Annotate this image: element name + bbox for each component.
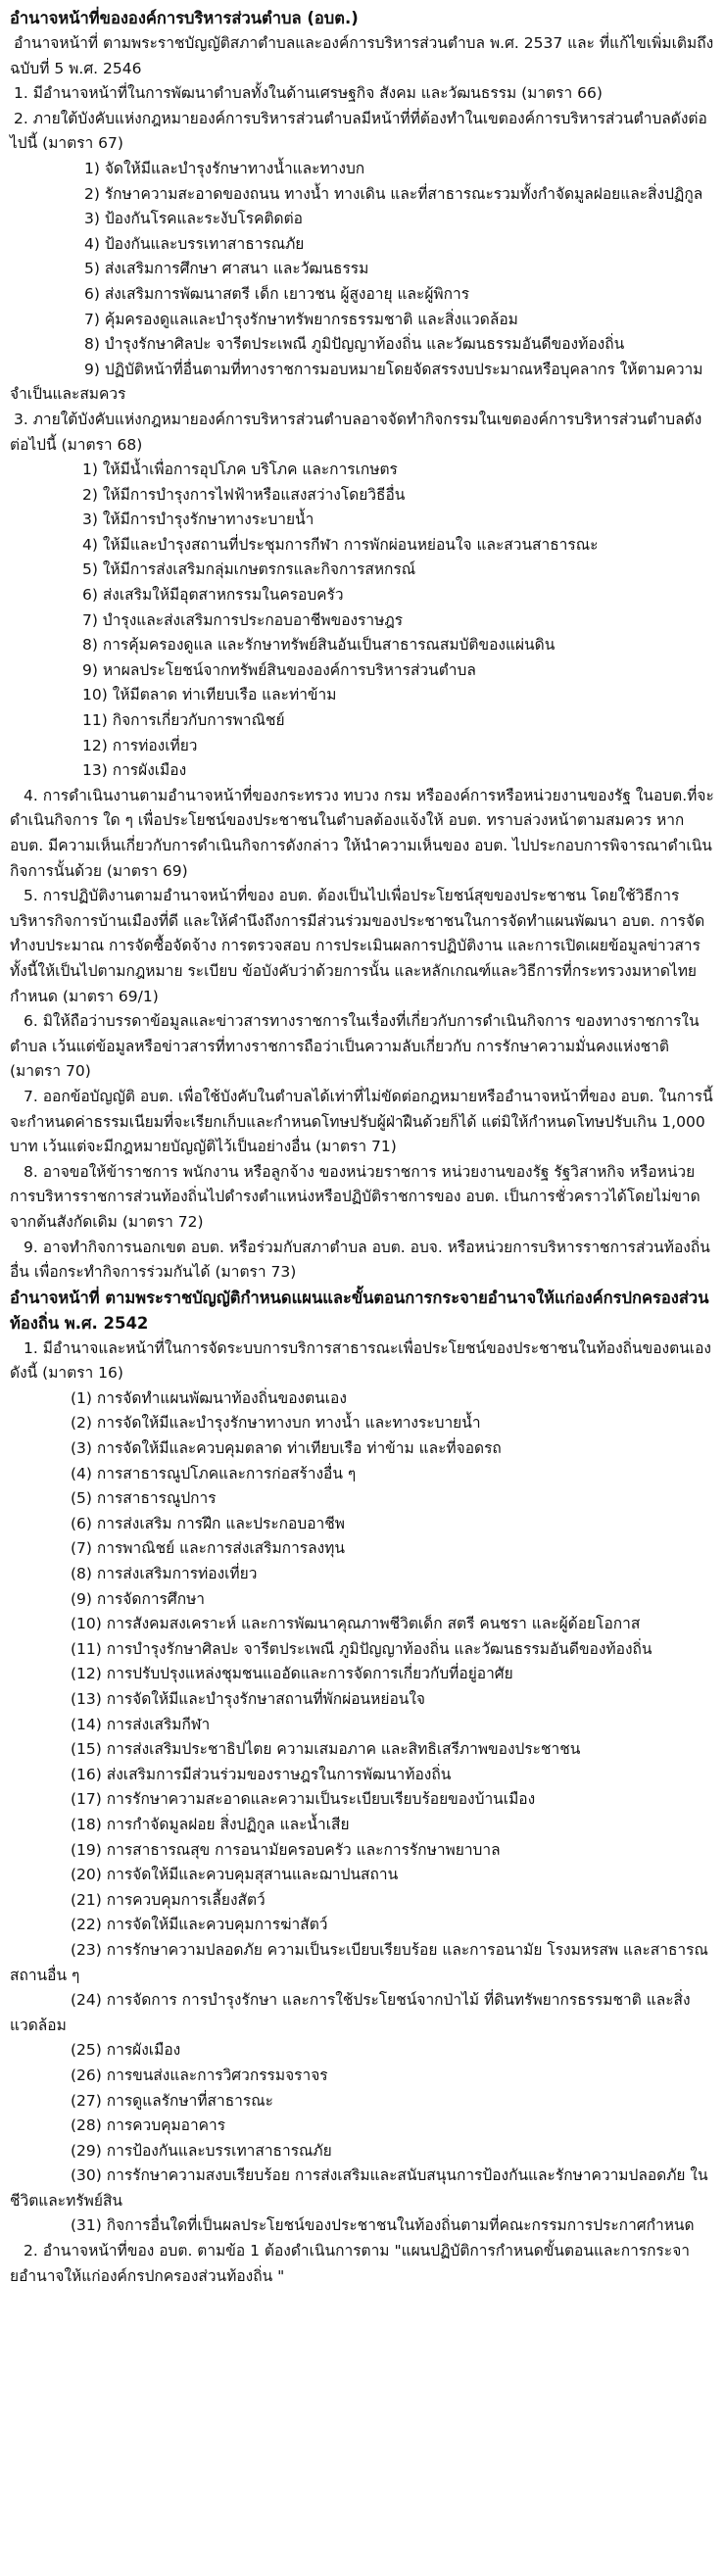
section2-item-1: 1. มีอำนาจและหน้าที่ในการจัดระบบการบริการสาธารณะเพื่อประโยชน์ของประชาชนในท้องถิ่นของตนเองดังนี้ (มาตรา 16) <box>10 1338 711 1383</box>
list-item: (3) การจัดให้มีและควบคุมตลาด ท่าเทียบเรือ ท่าข้าม และที่จอดรถ <box>71 1439 502 1458</box>
list-item: 9) หาผลประโยชน์จากทรัพย์สินขององค์การบริหารส่วนตำบล <box>82 660 476 679</box>
article67-item-9: 9) ปฏิบัติหน้าที่อื่นตามที่ทางราชการมอบหมายโดยจัดสรรงบประมาณหรือบุคลากร ให้ตามความจำเป็นและสมควร <box>10 360 703 404</box>
list-item: 11) กิจการเกี่ยวกับการพาณิชย์ <box>82 711 285 730</box>
list-item: 5) ให้มีการส่งเสริมกลุ่มเกษตรกรและกิจการสหกรณ์ <box>82 560 416 579</box>
article16-item-30: (30) การรักษาความสงบเรียบร้อย การส่งเสริมและสนับสนุนการป้องกันและรักษาความปลอดภัย ในชีวิตและทรัพย์สิน <box>10 2166 708 2210</box>
list-item: (22) การจัดให้มีและควบคุมการฆ่าสัตว์ <box>71 1916 328 1934</box>
list-item: (20) การจัดให้มีและควบคุมสุสานและฌาปนสถาน <box>71 1866 399 1884</box>
section1-item-7: 7. ออกข้อบัญญัติ อบต. เพื่อใช้บังคับในตำบลได้เท่าที่ไม่ขัดต่อกฎหมายหรืออำนาจหน้าที่ของ อบต. ในการนี้จะกำหนดค่าธรรมเนียมที่จะเรียกเก็บและกำหนดโทษปรับผู้ฝ่าฝืนด้วยก็ได้ แต่มิให้กำหนดโทษปรับเกิน 1,000 บาท เว้นแต่จะมีกฎหมายบัญญัติไว้เป็นอย่างอื่น (มาตรา 71) <box>10 1087 713 1156</box>
list-item: 1) ให้มีน้ำเพื่อการอุปโภค บริโภค และการเกษตร <box>82 461 398 479</box>
list-item: 4) ให้มีและบำรุงสถานที่ประชุมการกีฬา การพักผ่อนหย่อนใจ และสวนสาธารณะ <box>82 535 599 554</box>
article16-item-24: (24) การจัดการ การบำรุงรักษา และการใช้ประโยชน์จากป่าไม้ ที่ดินทรัพยากรธรรมชาติ และสิ่งแวดล้อม <box>10 1991 691 2034</box>
list-item: (12) การปรับปรุงแหล่งชุมชนแออัดและการจัดการเกี่ยวกับที่อยู่อาศัย <box>71 1665 513 1683</box>
article16-list-cont <box>10 2038 715 2163</box>
list-item: (27) การดูแลรักษาที่สาธารณะ <box>71 2091 273 2110</box>
list-item: (19) การสาธารณสุข การอนามัยครอบครัว และการรักษาพยาบาล <box>71 1840 501 1859</box>
list-item: (25) การผังเมือง <box>71 2041 181 2060</box>
article68-list <box>10 458 715 784</box>
list-item: (21) การควบคุมการเลี้ยงสัตว์ <box>71 1890 266 1909</box>
list-item: 5) ส่งเสริมการศึกษา ศาสนา และวัฒนธรรม <box>84 260 369 278</box>
section1-item-8: 8. อาจขอให้ข้าราชการ พนักงาน หรือลูกจ้าง ของหน่วยราชการ หน่วยงานของรัฐ รัฐวิสาหกิจ หรือหน่วยการบริหารราชการส่วนท้องถิ่นไปดำรงตำแหน่งหรือปฏิบัติราชการของ อบต. เป็นการชั่วคราวได้โดยไม่ขาดจากต้นสังกัดเดิม (มาตรา 72) <box>10 1162 701 1231</box>
list-item: 2) รักษาความสะอาดของถนน ทางน้ำ ทางเดิน และที่สาธารณะรวมทั้งกำจัดมูลฝอยและสิ่งปฏิกูล <box>84 184 703 203</box>
list-item: (11) การบำรุงรักษาศิลปะ จารีตประเพณี ภูมิปัญญาท้องถิ่น และวัฒนธรรมอันดีของท้องถิ่น <box>71 1639 652 1658</box>
list-item: (28) การควบคุมอาคาร <box>71 2116 226 2135</box>
list-item: (13) การจัดให้มีและบำรุงรักษาสถานที่พักผ่อนหย่อนใจ <box>71 1690 425 1708</box>
list-item: (17) การรักษาความสะอาดและความเป็นระเบียบเรียบร้อยของบ้านเมือง <box>71 1790 536 1809</box>
list-item: (7) การพาณิชย์ และการส่งเสริมการลงทุน <box>71 1539 345 1558</box>
section1-item-3: 3. ภายใต้บังคับแห่งกฎหมายองค์การบริหารส่วนตำบลอาจจัดทำกิจกรรมในเขตองค์การบริหารส่วนตำบลดังต่อไปนี้ (มาตรา 68) <box>10 410 702 454</box>
list-item: (14) การส่งเสริมกีฬา <box>71 1715 211 1733</box>
section1-item-1: 1. มีอำนาจหน้าที่ในการพัฒนาตำบลทั้งในด้านเศรษฐกิจ สังคม และวัฒนธรรม (มาตรา 66) <box>14 84 603 103</box>
list-item: (18) การกำจัดมูลฝอย สิ่งปฏิกูล และน้ำเสีย <box>71 1815 350 1833</box>
list-item: 7) คุ้มครองดูแลและบำรุงรักษาทรัพยากรธรรมชาติ และสิ่งแวดล้อม <box>84 310 518 328</box>
section1-item-5: 5. การปฏิบัติงานตามอำนาจหน้าที่ของ อบต. ต้องเป็นไปเพื่อประโยชน์สุขของประชาชน โดยใช้วิธีการบริหารกิจการบ้านเมืองที่ดี และให้คำนึงถึงการมีส่วนร่วมของประชาชนในการจัดทำแผนพัฒนา อบต. การจัดทำงบประมาณ การจัดซื้อจัดจ้าง การตรวจสอบ การประเมินผลการปฏิบัติงาน และการเปิดเผยข้อมูลข่าวสาร ทั้งนี้ให้เป็นไปตามกฎหมาย ระเบียบ ข้อบังคับว่าด้วยการนั้น และหลักเกณฑ์และวิธีการที่กระทรวงมหาดไทยกำหนด (มาตรา 69/1) <box>10 887 705 1005</box>
list-item: 8) บำรุงรักษาศิลปะ จารีตประเพณี ภูมิปัญญาท้องถิ่น และวัฒนธรรมอันดีของท้องถิ่น <box>84 335 625 354</box>
list-item: 13) การผังเมือง <box>82 761 187 780</box>
list-item: 8) การคุ้มครองดูแล และรักษาทรัพย์สินอันเป็นสาธารณสมบัติของแผ่นดิน <box>82 636 556 655</box>
list-item: (26) การขนส่งและการวิศวกรรมจราจร <box>71 2066 328 2084</box>
article16-list <box>10 1386 715 1938</box>
list-item: (9) การจัดการศึกษา <box>71 1589 206 1608</box>
list-item: 3) ให้มีการบำรุงรักษาทางระบายน้ำ <box>82 510 314 529</box>
list-item: (10) การสังคมสงเคราะห์ และการพัฒนาคุณภาพชีวิตเด็ก สตรี คนชรา และผู้ด้อยโอกาส <box>71 1615 641 1633</box>
list-item: (5) การสาธารณูปการ <box>71 1489 217 1508</box>
section1-item-9: 9. อาจทำกิจการนอกเขต อบต. หรือร่วมกับสภาตำบล อบต. อบจ. หรือหน่วยการบริหารราชการส่วนท้องถิ่นอื่น เพื่อกระทำกิจการร่วมกันได้ (มาตรา 73) <box>10 1238 710 1282</box>
section1-item-6: 6. มิให้ถือว่าบรรดาข้อมูลและข่าวสารทางราชการในเรื่องที่เกี่ยวกับการดำเนินกิจการ ของทางราชการในตำบล เว้นแต่ข้อมูลหรือข่าวสารที่ทางราชการถือว่าเป็นความลับเกี่ยวกับ การรักษาความมั่นคงแห่งชาติ (มาตรา 70) <box>10 1012 700 1081</box>
list-item: (6) การส่งเสริม การฝึก และประกอบอาชีพ <box>71 1514 345 1532</box>
article16-item-23: (23) การรักษาความปลอดภัย ความเป็นระเบียบเรียบร้อย และการอนามัย โรงมหรสพ และสาธารณสถานอื่น ๆ <box>10 1940 708 1984</box>
list-item: 1) จัดให้มีและบำรุงรักษาทางน้ำและทางบก <box>84 159 365 177</box>
section1-intro: อำนาจหน้าที่ ตามพระราชบัญญัติสภาตำบลและองค์การบริหารส่วนตำบล พ.ศ. 2537 และ ที่แก้ไขเพิ่มเติมถึงฉบับที่ 5 พ.ศ. 2546 <box>10 34 714 77</box>
article16-item-31: (31) กิจการอื่นใดที่เป็นผลประโยชน์ของประชาชนในท้องถิ่นตามที่คณะกรรมการประกาศกำหนด <box>71 2216 695 2235</box>
list-item: 10) ให้มีตลาด ท่าเทียบเรือ และท่าข้าม <box>82 686 337 705</box>
list-item: (29) การป้องกันและบรรเทาสาธารณภัย <box>71 2141 332 2160</box>
list-item: 12) การท่องเที่ยว <box>82 736 198 754</box>
list-item: (1) การจัดทำแผนพัฒนาท้องถิ่นของตนเอง <box>71 1388 347 1407</box>
list-item: (16) ส่งเสริมการมีส่วนร่วมของราษฎรในการพัฒนาท้องถิ่น <box>71 1765 452 1783</box>
section1-title: อำนาจหน้าที่ขององค์การบริหารส่วนตำบล (อบต.) <box>10 9 359 27</box>
section2-title: อำนาจหน้าที่ ตามพระราชบัญญัติกำหนดแผนและขั้นตอนการกระจายอำนาจให้แก่องค์กรปกครองส่วนท้องถิ่น พ.ศ. 2542 <box>10 1288 709 1333</box>
list-item: (8) การส่งเสริมการท่องเที่ยว <box>71 1565 258 1583</box>
section2-item-2: 2. อำนาจหน้าที่ของ อบต. ตามข้อ 1 ต้องดำเนินการตาม "แผนปฏิบัติการกำหนดขั้นตอนและการกระจายอำนาจให้แก่องค์กรปกครองส่วนท้องถิ่น " <box>10 2242 690 2285</box>
document <box>10 0 715 2289</box>
list-item: (15) การส่งเสริมประชาธิปไตย ความเสมอภาค และสิทธิเสรีภาพของประชาชน <box>71 1740 581 1759</box>
list-item: 7) บำรุงและส่งเสริมการประกอบอาชีพของราษฎร <box>82 610 404 629</box>
list-item: 6) ส่งเสริมการพัฒนาสตรี เด็ก เยาวชน ผู้สูงอายุ และผู้พิการ <box>84 284 470 303</box>
list-item: (4) การสาธารณูปโภคและการก่อสร้างอื่น ๆ <box>71 1464 357 1482</box>
article67-list <box>10 157 715 358</box>
list-item: 3) ป้องกันโรคและระงับโรคติดต่อ <box>84 210 303 228</box>
section1-item-4: 4. การดำเนินงานตามอำนาจหน้าที่ของกระทรวง ทบวง กรม หรือองค์การหรือหน่วยงานของรัฐ ในอบต.ที่จะดำเนินกิจการ ใด ๆ เพื่อประโยชน์ของประชาชนในตำบลต้องแจ้งให้ อบต. ทราบล่วงหน้าตามสมควร หาก อบต. มีความเห็นเกี่ยวกับการดำเนินกิจการดังกล่าว ให้นำความเห็นของ อบต. ไปประกอบการพิจารณาดำเนินกิจการนั้นด้วย (มาตรา 69) <box>10 786 714 880</box>
list-item: 6) ส่งเสริมให้มีอุตสาหกรรมในครอบครัว <box>82 586 344 605</box>
section1-item-2: 2. ภายใต้บังคับแห่งกฎหมายองค์การบริหารส่วนตำบลมีหน้าที่ที่ต้องทำในเขตองค์การบริหารส่วนตำบลดังต่อไปนี้ (มาตรา 67) <box>10 109 707 153</box>
list-item: 4) ป้องกันและบรรเทาสาธารณภัย <box>84 234 305 253</box>
list-item: 2) ให้มีการบำรุงการไฟฟ้าหรือแสงสว่างโดยวิธีอื่น <box>82 485 406 504</box>
list-item: (2) การจัดให้มีและบำรุงรักษาทางบก ทางน้ำ และทางระบายน้ำ <box>71 1414 481 1433</box>
